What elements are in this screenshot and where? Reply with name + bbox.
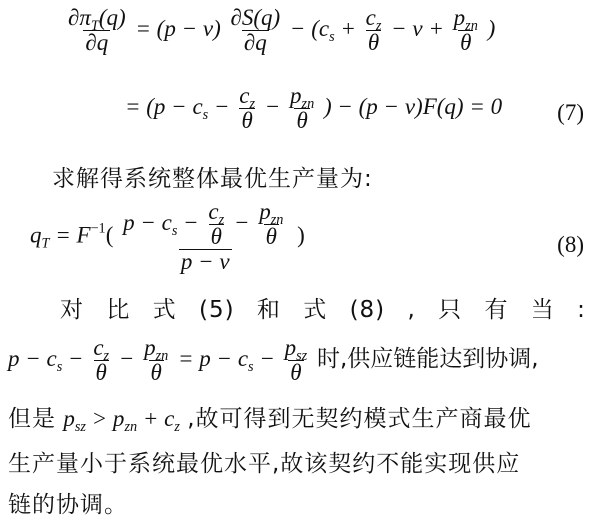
eq7-l2-frac1-num-sub: z [249,95,256,112]
eq8-numerator [121,200,289,249]
para-l1-c2: 式 [152,297,177,323]
para-l2-f1 [91,336,111,385]
para-l1-c11: : [577,297,586,323]
eq7-mid3: − v + [391,15,444,41]
eq8-nf1-num: c [208,199,219,224]
para-l3-c-sub: z [174,418,180,435]
eq7-lhs-fraction [66,6,128,55]
eq8-nf2 [257,200,285,249]
eq8-num-start-sub: s [171,222,178,239]
eq8-sup: −1 [90,220,106,237]
eq8-num-minus1: − [183,209,199,235]
para-l3-p2-sub: zn [124,418,138,435]
eq8-nf2-num: p [259,199,271,224]
para-l2-f1-den: θ [95,360,107,386]
eq7-l2-start-sub: s [202,106,209,123]
para-l1-c3: (5) [198,297,235,323]
eq7-l2-frac1-den: θ [241,108,253,134]
para-line4: 生产量小于系统最优水平,故该契约不能实现供应 [8,451,521,477]
eq7-lhs-num-arg: (q) [98,5,126,30]
eq7-line1 [64,6,600,55]
eq7-frac3-num: c [365,5,376,30]
eq8-nf2-num-sub: zn [270,211,284,228]
para-l2-f2-den: θ [150,360,162,386]
para-l3-pre: 但是 [8,406,56,432]
eq8-nf1-num-sub: z [218,211,225,228]
eq7-frac2 [228,6,282,55]
para-l1-c9: 有 [484,297,509,323]
eq7-l2-frac2-den: θ [296,108,308,134]
eq7-frac3-den: θ [367,30,380,56]
eq8-denominator: p − v [180,249,230,275]
eq7-l2-minus2: − [264,93,281,119]
eq7-plus1: + [340,15,356,41]
para-l3-p1-sub: sz [74,418,86,435]
para-l2-m2: − [118,345,135,371]
eq7-frac3 [364,6,384,55]
eq7-l2-end: ) − (p − v)F(q) = 0 [323,93,503,119]
para-l1-c10: 当 [530,297,555,323]
para-l3-post: ,故可得到无契约模式生产商最优 [187,406,532,432]
eq7-frac3-num-sub: z [375,17,382,34]
para-l1-c8: 只 [438,297,463,323]
eq7-lhs-num-sub: T [90,17,99,34]
eq7-mid2: − (c [289,15,330,41]
eq7-frac4-num: p [453,5,466,30]
para-l2-tail: 时,供应链能达到协调, [316,345,539,372]
para-line2 [8,336,600,385]
eq8-eq: = F [55,222,91,248]
eq7-l2-start: = (p − c [125,93,203,119]
para-l2-f1-num: c [93,335,104,360]
para-l2-f2-num: p [144,335,156,360]
eq7-frac4-num-sub: zn [465,17,478,34]
eq8-main-fraction [121,200,289,274]
eq7-close: ) [487,15,496,41]
para-l2-f1-num-sub: z [103,347,110,364]
eq8-close: ) [297,222,305,248]
para-l1-c0: 对 [60,297,84,323]
eq8-lhs-sub: T [41,235,50,252]
eq7-l2-minus1: − [213,93,230,119]
para-l2-f3-den: θ [290,360,302,386]
eq7-number: (7) [557,100,584,125]
eq8-number: (8) [557,232,584,257]
eq7-mid2-sub: s [329,28,335,45]
eq7-lhs-den: ∂q [85,30,109,56]
para-l2-f2 [142,336,170,385]
para-l3-gt: > p [91,406,125,431]
eq7-frac4-den: θ [460,30,472,56]
para-l2-f3-num: p [284,335,297,360]
eq7-l2-frac2-num: p [290,83,302,108]
para-l1-c1: 比 [106,297,131,323]
para-line3 [8,400,600,433]
para-l3-p1: p [63,406,75,431]
para-l1-c4: 和 [256,297,281,323]
para-line1 [60,292,586,328]
para-l2-f3-num-sub: sz [296,347,308,364]
para-l2-f3 [283,336,310,385]
eq8-num-minus2: − [233,209,250,235]
para-l2-m1: − [68,345,84,371]
eq7-l2-frac1-num: c [239,83,250,108]
para-l2-f2-num-sub: zn [155,347,169,364]
eq7-l2-frac2 [288,84,316,133]
eq8-nf1-den: θ [210,224,222,250]
eq8 [30,200,600,274]
para-l2-b: = p − c [178,345,249,371]
para-l2-m3: − [259,345,275,371]
para-l3-plus: + c [142,406,175,431]
para-l1-c5: 式 [303,297,328,323]
eq8-nf1 [206,200,226,249]
eq7-lhs-num: ∂π [68,5,91,30]
para-line5: 链的协调。 [8,492,128,518]
para-l1-c6: (8) [349,297,386,323]
eq8-lhs: q [30,222,42,248]
eq7-l2-frac2-num-sub: zn [301,95,315,112]
eq7-line2 [125,84,600,133]
text-line-solve: 求解得系统整体最优生产量为: [52,166,373,192]
eq7-frac2-num: ∂S(q) [230,5,281,30]
eq7-frac2-den: ∂q [243,30,267,56]
para-l2-b-sub: s [248,358,254,375]
eq7-mid1: = (p − v) [135,15,221,41]
eq7-l2-frac1 [237,84,257,133]
para-l2-a: p − c [8,345,57,371]
para-l1-c7: , [407,297,416,323]
eq7-frac4 [452,6,480,55]
eq8-nf2-den: θ [265,224,277,250]
eq8-num-start: p − c [123,209,172,235]
eq8-open: ( [105,222,114,248]
para-l2-a-sub: s [56,358,63,375]
